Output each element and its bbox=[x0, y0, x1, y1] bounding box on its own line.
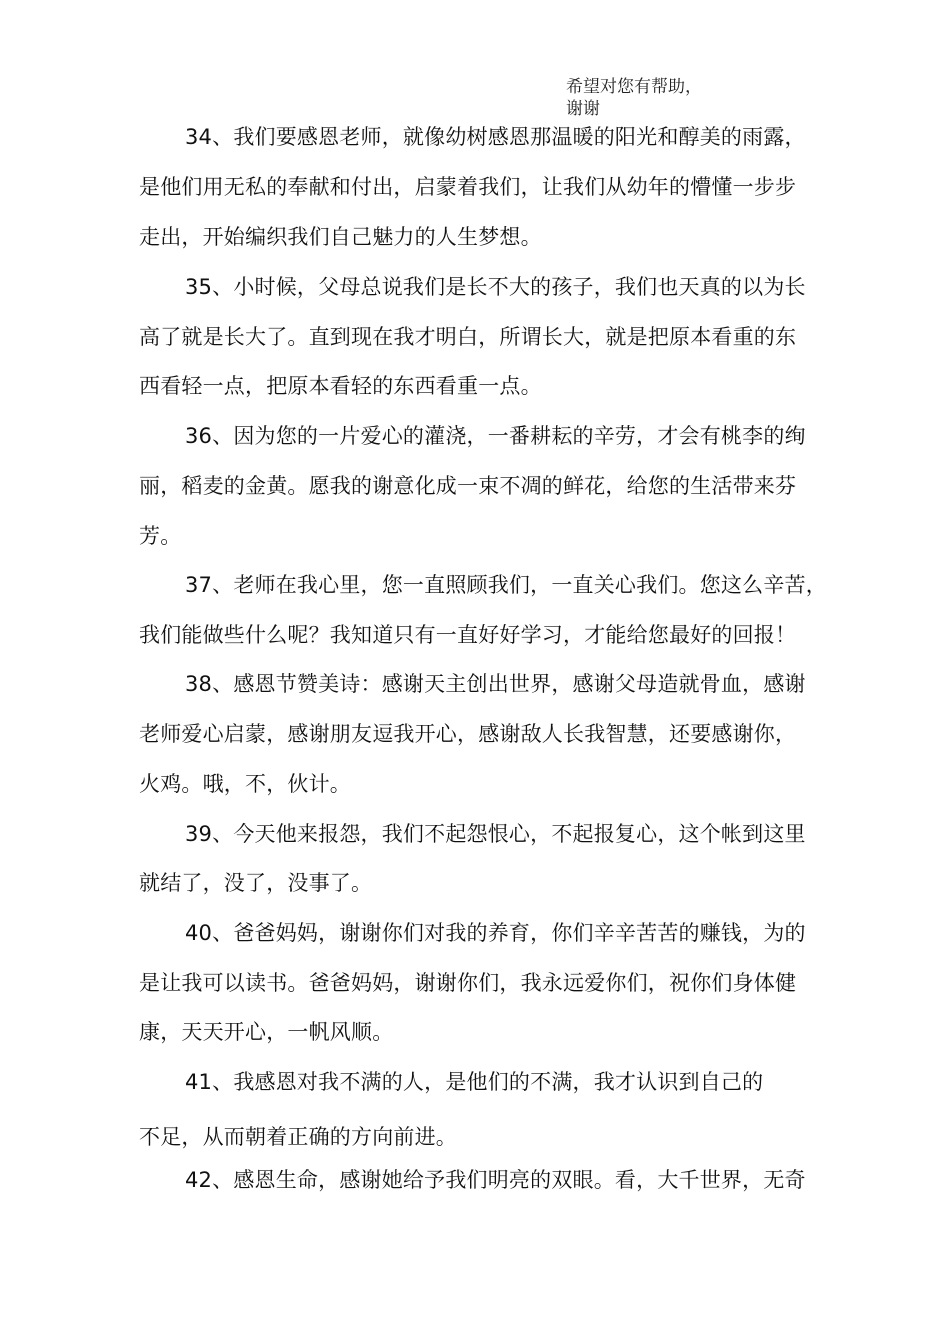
text-line: 康，天天开心，一帆风顺。 bbox=[139, 1020, 394, 1044]
text-line: 34、我们要感恩老师，就像幼树感恩那温暖的阳光和醇美的雨露， bbox=[185, 125, 806, 149]
text-line: 西看轻一点，把原本看轻的东西看重一点。 bbox=[139, 374, 542, 398]
text-line: 37、老师在我心里，您一直照顾我们，一直关心我们。您这么辛苦， bbox=[185, 573, 827, 597]
header-note-line: 谢谢 bbox=[566, 99, 600, 119]
text-line: 火鸡。哦，不，伙计。 bbox=[139, 772, 351, 796]
header-note-line: 希望对您有帮助， bbox=[566, 77, 702, 97]
text-line: 35、小时候，父母总说我们是长不大的孩子，我们也天真的以为长 bbox=[185, 275, 806, 299]
text-line: 就结了，没了，没事了。 bbox=[139, 871, 373, 895]
text-line: 我们能做些什么呢？我知道只有一直好好学习，才能给您最好的回报！ bbox=[139, 623, 797, 647]
text-line: 40、爸爸妈妈，谢谢你们对我的养育，你们辛辛苦苦的赚钱，为的 bbox=[185, 921, 806, 945]
text-line: 老师爱心启蒙，感谢朋友逗我开心，感谢敌人长我智慧，还要感谢你， bbox=[139, 722, 797, 746]
text-line: 高了就是长大了。直到现在我才明白，所谓长大，就是把原本看重的东 bbox=[139, 325, 797, 349]
text-line: 芳。 bbox=[139, 524, 182, 548]
text-line: 丽，稻麦的金黄。愿我的谢意化成一束不凋的鲜花，给您的生活带来芬 bbox=[139, 474, 797, 498]
text-line: 是让我可以读书。爸爸妈妈，谢谢你们，我永远爱你们，祝你们身体健 bbox=[139, 971, 797, 995]
text-line: 走出，开始编织我们自己魅力的人生梦想。 bbox=[139, 225, 542, 249]
text-line: 是他们用无私的奉献和付出，启蒙着我们，让我们从幼年的懵懂一步步 bbox=[139, 175, 797, 199]
text-line: 41、我感恩对我不满的人，是他们的不满，我才认识到自己的 bbox=[185, 1070, 764, 1094]
text-line: 36、因为您的一片爱心的灌浇，一番耕耘的辛劳，才会有桃李的绚 bbox=[185, 424, 806, 448]
text-line: 38、感恩节赞美诗：感谢天主创出世界，感谢父母造就骨血，感谢 bbox=[185, 672, 806, 696]
text-line: 39、今天他来报怨，我们不起怨恨心，不起报复心，这个帐到这里 bbox=[185, 822, 806, 846]
text-line: 42、感恩生命，感谢她给予我们明亮的双眼。看，大千世界，无奇 bbox=[185, 1168, 806, 1192]
header-note bbox=[566, 76, 702, 120]
text-line: 不足，从而朝着正确的方向前进。 bbox=[139, 1125, 457, 1149]
